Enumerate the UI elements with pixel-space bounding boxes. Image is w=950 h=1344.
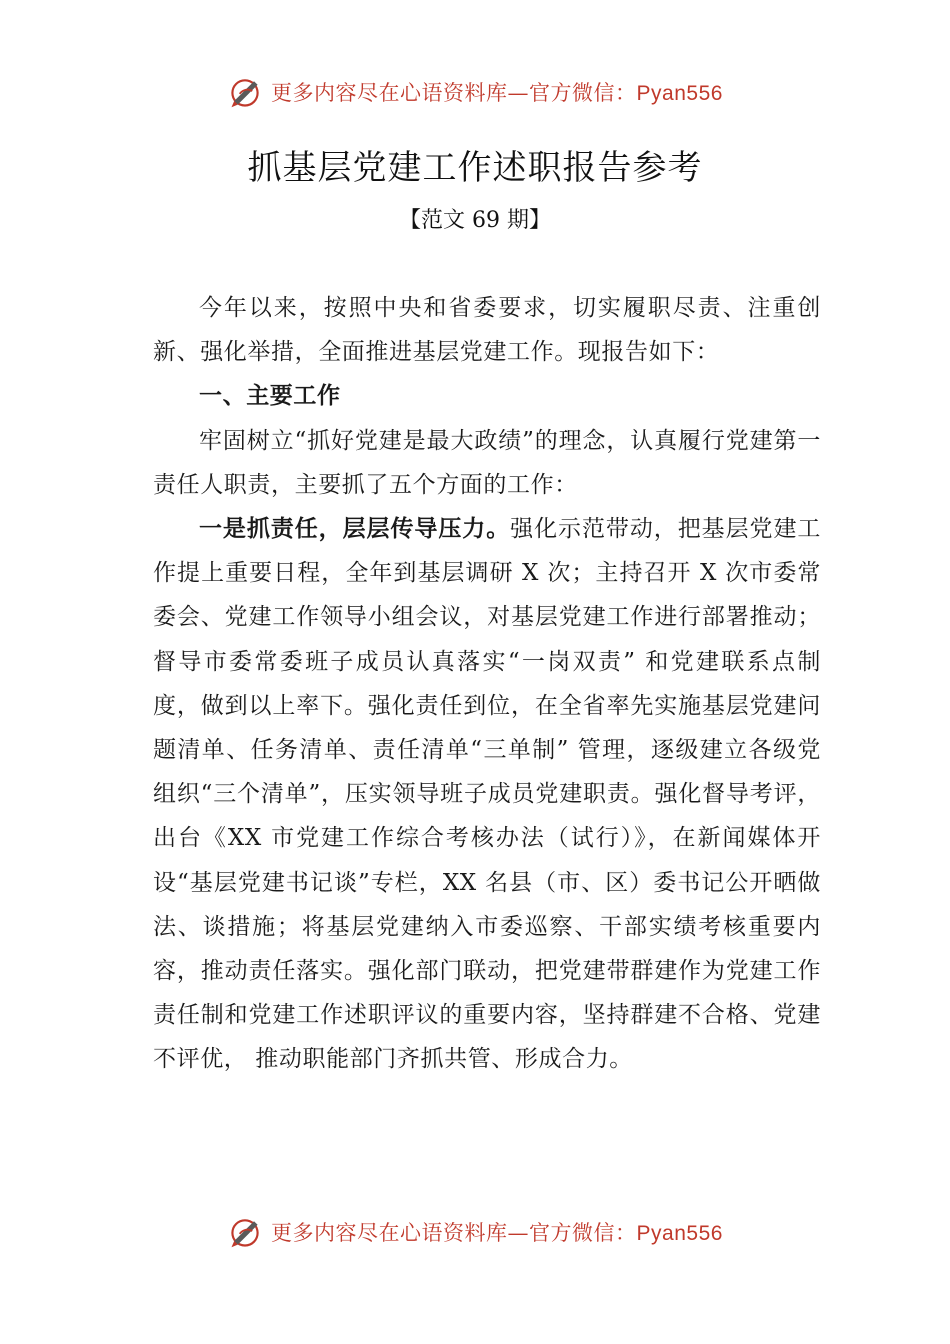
- banner-text: 更多内容尽在心语资料库—官方微信：Pyan556: [271, 81, 723, 105]
- section-intro-paragraph: 牢固树立“抓好党建是最大政绩”的理念，认真履行党建第一责任人职责，主要抓了五个方面的工作：: [153, 427, 821, 498]
- document-title: 抓基层党建工作述职报告参考: [247, 148, 703, 188]
- pen-logo-icon: [227, 74, 263, 110]
- item-body: 强化示范带动，把基层党建工作提上重要日程，全年到基层调研 X 次；主持召开 X 次市委常委会、党建工作领导小组会议，对基层党建工作进行部署推动；督导市委常委班子成员认真落实“一岗双责” 和党建联系点制度，做到以上率下。强化责任到位，在全省率先实施基层党建问题清单、任务清单、责任清单“三单制” 管理，逐级建立各级党组织“三个清单”，压实领导班子成员党建职责。强化督导考评，出台《XX 市党建工作综合考核办法（试行）》，在新闻媒体开设“基层党建书记谈”专栏，XX 名县（市、区）委书记公开晒做法、谈措施；将基层党建纳入市委巡察、干部实绩考核重要内容，推动责任落实。强化部门联动，把党建带群建作为党建工作责任制和党建工作述职评议的重要内容，坚持群建不合格、党建不评优， 推动职能部门齐抓共管、形成合力。: [153, 516, 821, 1073]
- footer-banner: [0, 1212, 950, 1252]
- pen-logo-icon: [227, 1214, 263, 1250]
- wechat-id: Pyan556: [636, 1222, 723, 1245]
- issue-label: 【范文 69 期】: [399, 208, 551, 233]
- item-paragraph: [153, 507, 821, 1082]
- wechat-id: Pyan556: [636, 82, 723, 105]
- header-banner: [0, 72, 950, 112]
- document-body: [153, 286, 821, 1082]
- section-heading: 一、主要工作: [199, 383, 341, 410]
- banner-text: 更多内容尽在心语资料库—官方微信：Pyan556: [271, 1221, 723, 1245]
- item-lead: 一是抓责任，层层传导压力。: [199, 516, 511, 543]
- intro-paragraph: 今年以来，按照中央和省委要求，切实履职尽责、注重创新、强化举措，全面推进基层党建工作。现报告如下：: [153, 295, 821, 366]
